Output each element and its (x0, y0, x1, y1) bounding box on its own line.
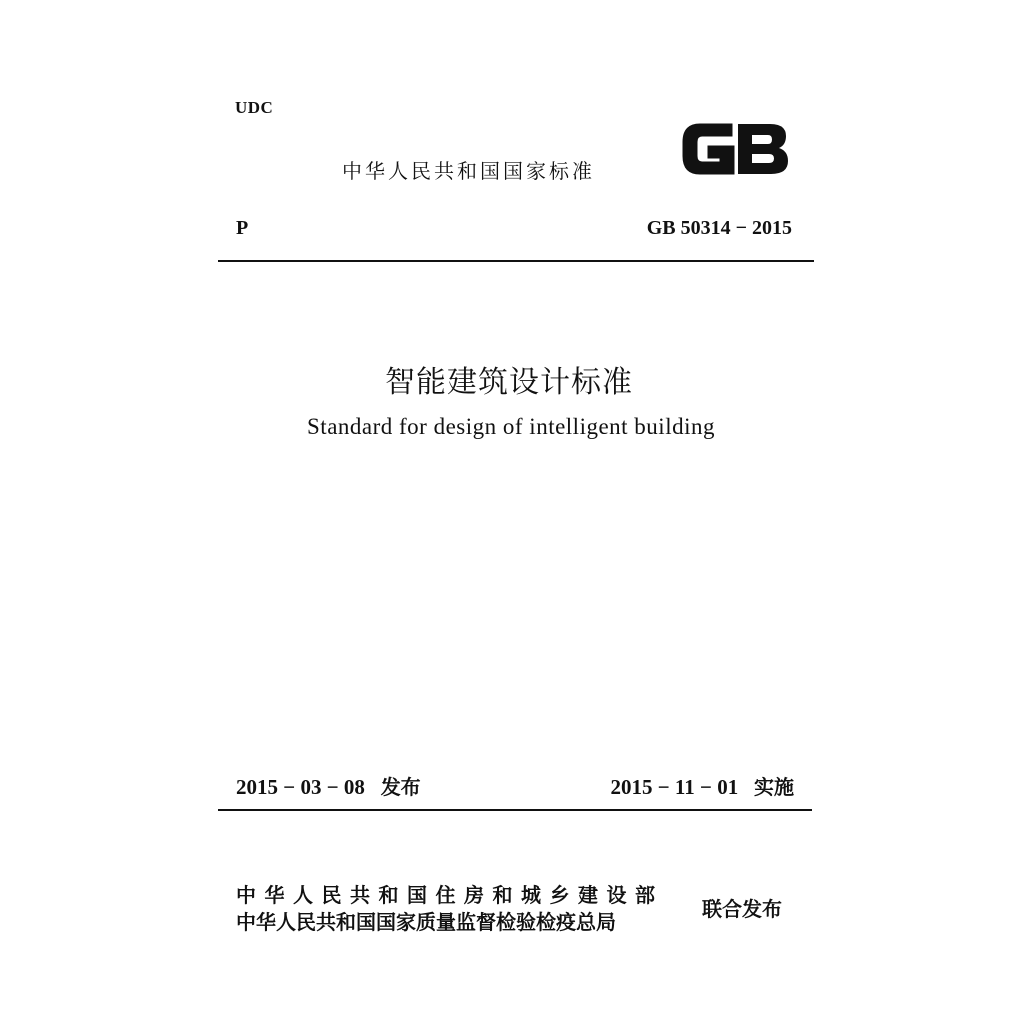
title-chinese: 智能建筑设计标准 (385, 365, 633, 400)
effective-label: 实施 (754, 775, 794, 799)
issue-date-line (236, 771, 421, 800)
effective-date-line (610, 771, 794, 800)
title-english: Standard for design of intelligent building (307, 414, 715, 439)
national-standard-heading: 中华人民共和国国家标准 (342, 159, 595, 183)
issue-date: 2015 − 03 − 08 (236, 775, 365, 799)
joint-issue-label: 联合发布 (702, 897, 782, 921)
standard-number: GB 50314 − 2015 (646, 217, 792, 239)
udc-label: UDC (235, 98, 274, 117)
issuer-ministry: 中华人民共和国住房和城乡建设部 (236, 883, 664, 907)
top-divider (218, 260, 814, 262)
effective-date: 2015 − 11 − 01 (610, 775, 739, 799)
gb-logo-icon (678, 118, 792, 180)
classification-code: P (236, 217, 249, 239)
issue-label: 发布 (380, 775, 421, 799)
issuer-aqsiq: 中华人民共和国国家质量监督检验检疫总局 (236, 910, 616, 934)
bottom-divider (218, 809, 812, 811)
